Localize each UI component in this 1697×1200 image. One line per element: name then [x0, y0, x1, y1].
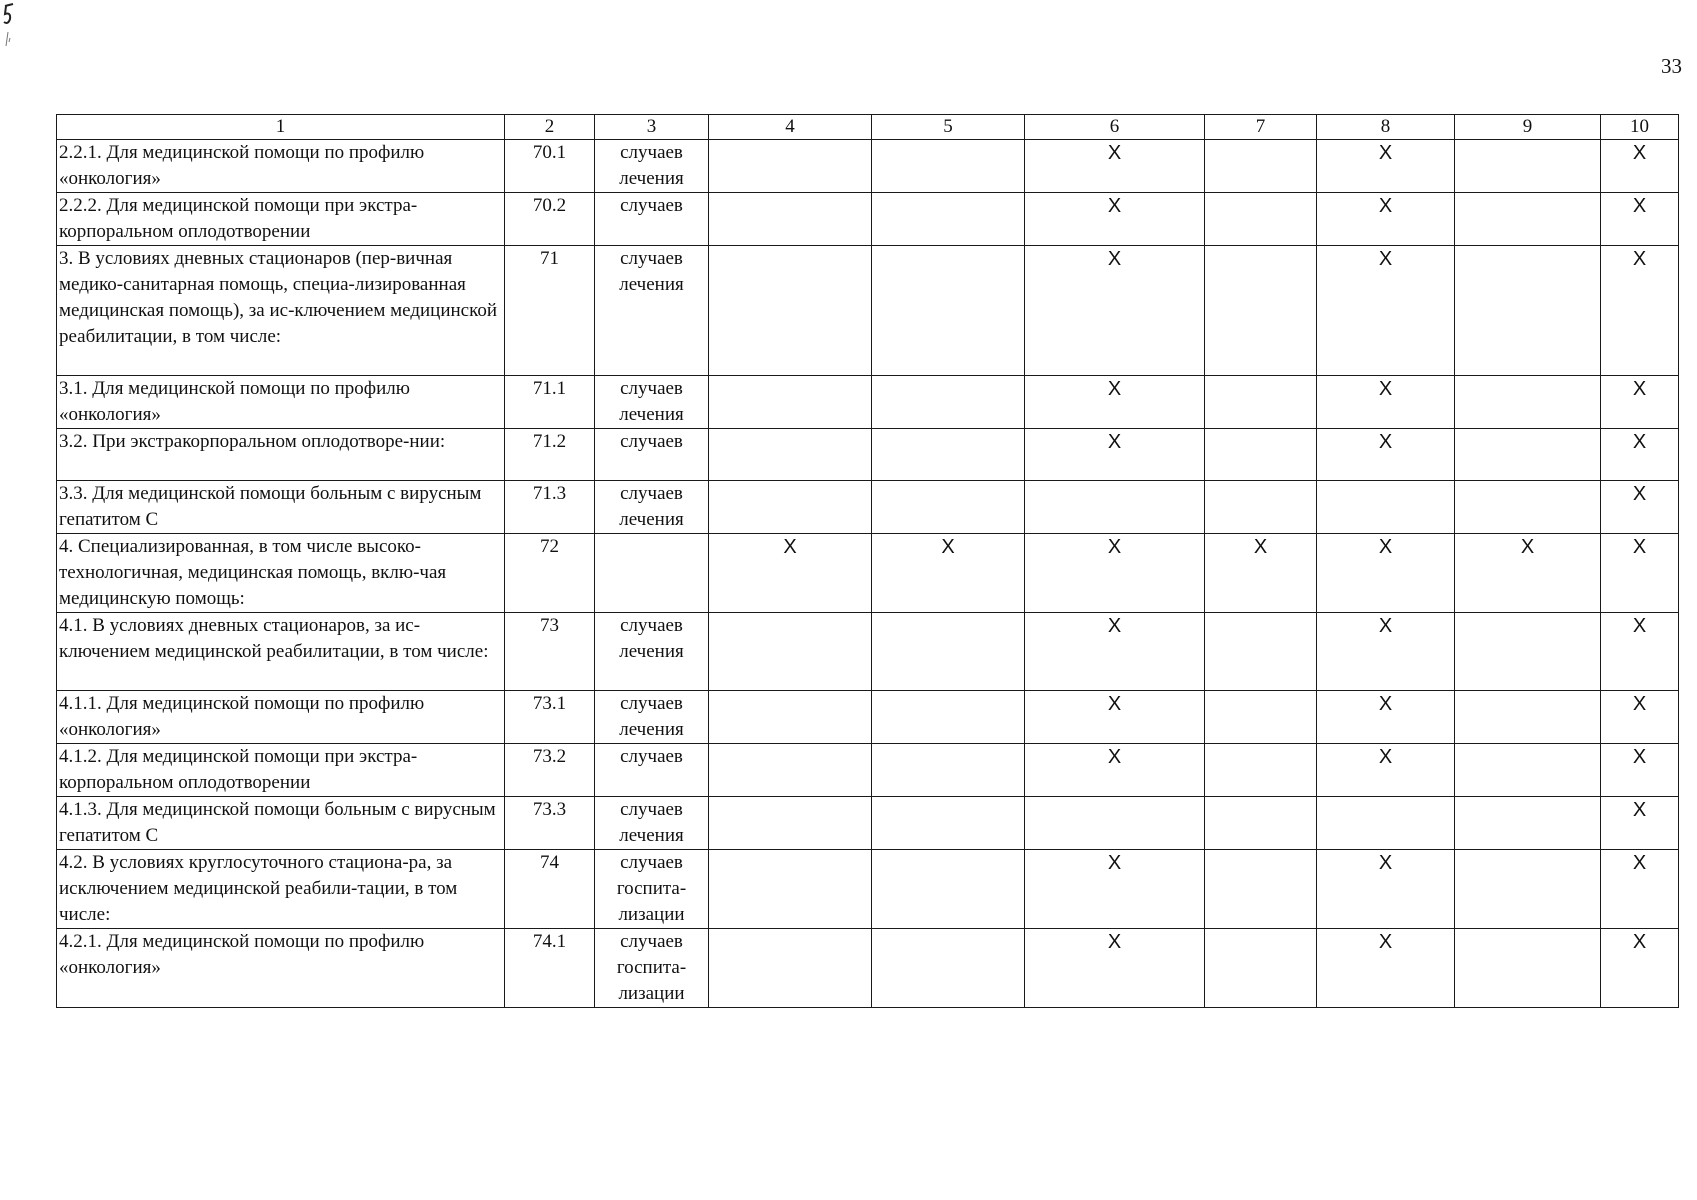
- row-number: 73.3: [505, 797, 595, 850]
- column-header: 6: [1025, 115, 1205, 140]
- mark-cell-col-4: [709, 613, 872, 691]
- row-description: 2.2.2. Для медицинской помощи при экстра-корпоральном оплодотворении: [57, 193, 505, 246]
- row-number: 73: [505, 613, 595, 691]
- mark-cell-col-10: [1601, 246, 1679, 376]
- table-row: [57, 929, 1679, 1008]
- table-row: [57, 850, 1679, 929]
- row-description: 4.2. В условиях круглосуточного стациона-ра, за исключением медицинской реабили-тации, в том числе:: [57, 850, 505, 929]
- x-mark: X: [1632, 536, 1647, 558]
- x-mark: X: [1632, 799, 1647, 821]
- mark-cell-col-8: [1317, 376, 1455, 429]
- row-number: 71.1: [505, 376, 595, 429]
- mark-cell-col-5: [872, 797, 1025, 850]
- x-mark: X: [1378, 195, 1393, 217]
- x-mark: X: [1632, 931, 1647, 953]
- row-description: 4.1.1. Для медицинской помощи по профилю «онкология»: [57, 691, 505, 744]
- mark-cell-col-5: [872, 534, 1025, 613]
- row-description: 3.2. При экстракорпоральном оплодотворе-нии:: [57, 429, 505, 481]
- corner-scan-mark-icon: [2, 2, 16, 54]
- row-description: 4.1. В условиях дневных стационаров, за ис-ключением медицинской реабилитации, в том числе:: [57, 613, 505, 691]
- x-mark: X: [1378, 142, 1393, 164]
- mark-cell-col-8: [1317, 140, 1455, 193]
- mark-cell-col-6: [1025, 613, 1205, 691]
- column-header: 3: [595, 115, 709, 140]
- column-header: 8: [1317, 115, 1455, 140]
- mark-cell-col-10: [1601, 429, 1679, 481]
- unit-of-measure: случаев госпита-лизации: [595, 850, 709, 929]
- mark-cell-col-5: [872, 246, 1025, 376]
- row-number: 72: [505, 534, 595, 613]
- table-row: [57, 797, 1679, 850]
- mark-cell-col-10: [1601, 613, 1679, 691]
- mark-cell-col-6: [1025, 481, 1205, 534]
- mark-cell-col-9: [1455, 481, 1601, 534]
- row-number: 70.1: [505, 140, 595, 193]
- data-table: [56, 114, 1679, 1008]
- mark-cell-col-9: [1455, 193, 1601, 246]
- mark-cell-col-6: [1025, 691, 1205, 744]
- mark-cell-col-6: [1025, 246, 1205, 376]
- mark-cell-col-9: [1455, 140, 1601, 193]
- unit-of-measure: случаев лечения: [595, 376, 709, 429]
- row-number: 70.2: [505, 193, 595, 246]
- row-description: 3.3. Для медицинской помощи больным с вирусным гепатитом С: [57, 481, 505, 534]
- mark-cell-col-6: [1025, 376, 1205, 429]
- unit-of-measure: случаев: [595, 193, 709, 246]
- mark-cell-col-4: [709, 246, 872, 376]
- page-number: 33: [1661, 54, 1682, 78]
- x-mark: X: [1107, 536, 1122, 558]
- column-number-header-row: [57, 115, 1679, 140]
- mark-cell-col-5: [872, 613, 1025, 691]
- mark-cell-col-4: [709, 850, 872, 929]
- mark-cell-col-10: [1601, 481, 1679, 534]
- mark-cell-col-8: [1317, 193, 1455, 246]
- row-number: 71: [505, 246, 595, 376]
- mark-cell-col-9: [1455, 376, 1601, 429]
- x-mark: X: [1632, 746, 1647, 768]
- mark-cell-col-5: [872, 140, 1025, 193]
- unit-of-measure: случаев госпита-лизации: [595, 929, 709, 1008]
- column-header: 7: [1205, 115, 1317, 140]
- mark-cell-col-7: [1205, 376, 1317, 429]
- x-mark: X: [1520, 536, 1535, 558]
- mark-cell-col-9: [1455, 744, 1601, 797]
- mark-cell-col-10: [1601, 691, 1679, 744]
- row-description: 2.2.1. Для медицинской помощи по профилю «онкология»: [57, 140, 505, 193]
- row-description: 3.1. Для медицинской помощи по профилю «онкология»: [57, 376, 505, 429]
- unit-of-measure: случаев лечения: [595, 691, 709, 744]
- row-number: 74.1: [505, 929, 595, 1008]
- x-mark: X: [1378, 615, 1393, 637]
- mark-cell-col-5: [872, 429, 1025, 481]
- mark-cell-col-7: [1205, 744, 1317, 797]
- mark-cell-col-4: [709, 929, 872, 1008]
- x-mark: X: [1253, 536, 1268, 558]
- x-mark: X: [1378, 931, 1393, 953]
- x-mark: X: [1107, 248, 1122, 270]
- mark-cell-col-7: [1205, 929, 1317, 1008]
- mark-cell-col-10: [1601, 376, 1679, 429]
- table-row: [57, 691, 1679, 744]
- mark-cell-col-7: [1205, 850, 1317, 929]
- mark-cell-col-8: [1317, 246, 1455, 376]
- unit-of-measure: [595, 534, 709, 613]
- unit-of-measure: случаев: [595, 429, 709, 481]
- x-mark: X: [1107, 746, 1122, 768]
- table-row: [57, 534, 1679, 613]
- x-mark: X: [1107, 378, 1122, 400]
- mark-cell-col-6: [1025, 744, 1205, 797]
- mark-cell-col-7: [1205, 534, 1317, 613]
- unit-of-measure: случаев лечения: [595, 246, 709, 376]
- table-row: [57, 613, 1679, 691]
- x-mark: X: [783, 536, 797, 558]
- x-mark: X: [1632, 483, 1647, 505]
- column-header: 9: [1455, 115, 1601, 140]
- x-mark: X: [1107, 142, 1122, 164]
- mark-cell-col-7: [1205, 691, 1317, 744]
- row-description: 4.1.3. Для медицинской помощи больным с вирусным гепатитом С: [57, 797, 505, 850]
- mark-cell-col-9: [1455, 613, 1601, 691]
- mark-cell-col-5: [872, 850, 1025, 929]
- unit-of-measure: случаев лечения: [595, 797, 709, 850]
- unit-of-measure: случаев лечения: [595, 140, 709, 193]
- mark-cell-col-9: [1455, 429, 1601, 481]
- mark-cell-col-9: [1455, 850, 1601, 929]
- mark-cell-col-9: [1455, 797, 1601, 850]
- column-header: 4: [709, 115, 872, 140]
- mark-cell-col-9: [1455, 929, 1601, 1008]
- unit-of-measure: случаев: [595, 744, 709, 797]
- table-row: [57, 429, 1679, 481]
- unit-of-measure: случаев лечения: [595, 613, 709, 691]
- x-mark: X: [1107, 693, 1122, 715]
- mark-cell-col-7: [1205, 140, 1317, 193]
- column-header: 5: [872, 115, 1025, 140]
- row-number: 73.1: [505, 691, 595, 744]
- x-mark: X: [1378, 536, 1393, 558]
- x-mark: X: [1632, 142, 1647, 164]
- x-mark: X: [1107, 931, 1122, 953]
- mark-cell-col-8: [1317, 929, 1455, 1008]
- column-header: 1: [57, 115, 505, 140]
- mark-cell-col-8: [1317, 534, 1455, 613]
- mark-cell-col-7: [1205, 193, 1317, 246]
- mark-cell-col-10: [1601, 744, 1679, 797]
- x-mark: X: [1378, 248, 1393, 270]
- row-description: 4.1.2. Для медицинской помощи при экстра-корпоральном оплодотворении: [57, 744, 505, 797]
- x-mark: X: [941, 536, 955, 558]
- mark-cell-col-9: [1455, 534, 1601, 613]
- x-mark: X: [1632, 195, 1647, 217]
- mark-cell-col-7: [1205, 246, 1317, 376]
- mark-cell-col-8: [1317, 613, 1455, 691]
- mark-cell-col-5: [872, 481, 1025, 534]
- mark-cell-col-9: [1455, 691, 1601, 744]
- x-mark: X: [1632, 852, 1647, 874]
- mark-cell-col-4: [709, 744, 872, 797]
- table-body: [57, 140, 1679, 1008]
- mark-cell-col-8: [1317, 691, 1455, 744]
- mark-cell-col-4: [709, 797, 872, 850]
- mark-cell-col-10: [1601, 850, 1679, 929]
- x-mark: X: [1632, 248, 1647, 270]
- x-mark: X: [1107, 615, 1122, 637]
- mark-cell-col-5: [872, 193, 1025, 246]
- x-mark: X: [1378, 852, 1393, 874]
- mark-cell-col-4: [709, 534, 872, 613]
- row-number: 74: [505, 850, 595, 929]
- x-mark: X: [1107, 195, 1122, 217]
- mark-cell-col-7: [1205, 613, 1317, 691]
- mark-cell-col-6: [1025, 193, 1205, 246]
- x-mark: X: [1632, 431, 1647, 453]
- mark-cell-col-8: [1317, 850, 1455, 929]
- mark-cell-col-4: [709, 193, 872, 246]
- mark-cell-col-6: [1025, 534, 1205, 613]
- mark-cell-col-6: [1025, 797, 1205, 850]
- x-mark: X: [1632, 615, 1647, 637]
- x-mark: X: [1378, 693, 1393, 715]
- table-row: [57, 481, 1679, 534]
- mark-cell-col-5: [872, 929, 1025, 1008]
- x-mark: X: [1107, 852, 1122, 874]
- mark-cell-col-5: [872, 691, 1025, 744]
- table-row: [57, 744, 1679, 797]
- table-row: [57, 140, 1679, 193]
- row-description: 3. В условиях дневных стационаров (пер-вичная медико-санитарная помощь, специа-лизированная медицинская помощь), за ис-ключением медицинской реабилитации, в том числе:: [57, 246, 505, 376]
- row-description: 4. Специализированная, в том числе высоко-технологичная, медицинская помощь, вклю-чая медицинскую помощь:: [57, 534, 505, 613]
- x-mark: X: [1378, 746, 1393, 768]
- mark-cell-col-6: [1025, 929, 1205, 1008]
- mark-cell-col-10: [1601, 797, 1679, 850]
- mark-cell-col-9: [1455, 246, 1601, 376]
- mark-cell-col-5: [872, 744, 1025, 797]
- mark-cell-col-10: [1601, 193, 1679, 246]
- mark-cell-col-7: [1205, 429, 1317, 481]
- column-header: 10: [1601, 115, 1679, 140]
- mark-cell-col-8: [1317, 744, 1455, 797]
- mark-cell-col-6: [1025, 850, 1205, 929]
- mark-cell-col-6: [1025, 140, 1205, 193]
- mark-cell-col-4: [709, 376, 872, 429]
- column-header: 2: [505, 115, 595, 140]
- row-number: 71.3: [505, 481, 595, 534]
- mark-cell-col-10: [1601, 140, 1679, 193]
- mark-cell-col-5: [872, 376, 1025, 429]
- table-row: [57, 193, 1679, 246]
- mark-cell-col-7: [1205, 797, 1317, 850]
- mark-cell-col-7: [1205, 481, 1317, 534]
- x-mark: X: [1632, 378, 1647, 400]
- mark-cell-col-6: [1025, 429, 1205, 481]
- x-mark: X: [1378, 431, 1393, 453]
- mark-cell-col-4: [709, 429, 872, 481]
- mark-cell-col-8: [1317, 481, 1455, 534]
- x-mark: X: [1107, 431, 1122, 453]
- row-description: 4.2.1. Для медицинской помощи по профилю «онкология»: [57, 929, 505, 1008]
- unit-of-measure: случаев лечения: [595, 481, 709, 534]
- mark-cell-col-10: [1601, 534, 1679, 613]
- mark-cell-col-8: [1317, 797, 1455, 850]
- table-row: [57, 376, 1679, 429]
- x-mark: X: [1378, 378, 1393, 400]
- mark-cell-col-10: [1601, 929, 1679, 1008]
- row-number: 71.2: [505, 429, 595, 481]
- mark-cell-col-4: [709, 140, 872, 193]
- mark-cell-col-4: [709, 481, 872, 534]
- table-row: [57, 246, 1679, 376]
- mark-cell-col-4: [709, 691, 872, 744]
- x-mark: X: [1632, 693, 1647, 715]
- row-number: 73.2: [505, 744, 595, 797]
- mark-cell-col-8: [1317, 429, 1455, 481]
